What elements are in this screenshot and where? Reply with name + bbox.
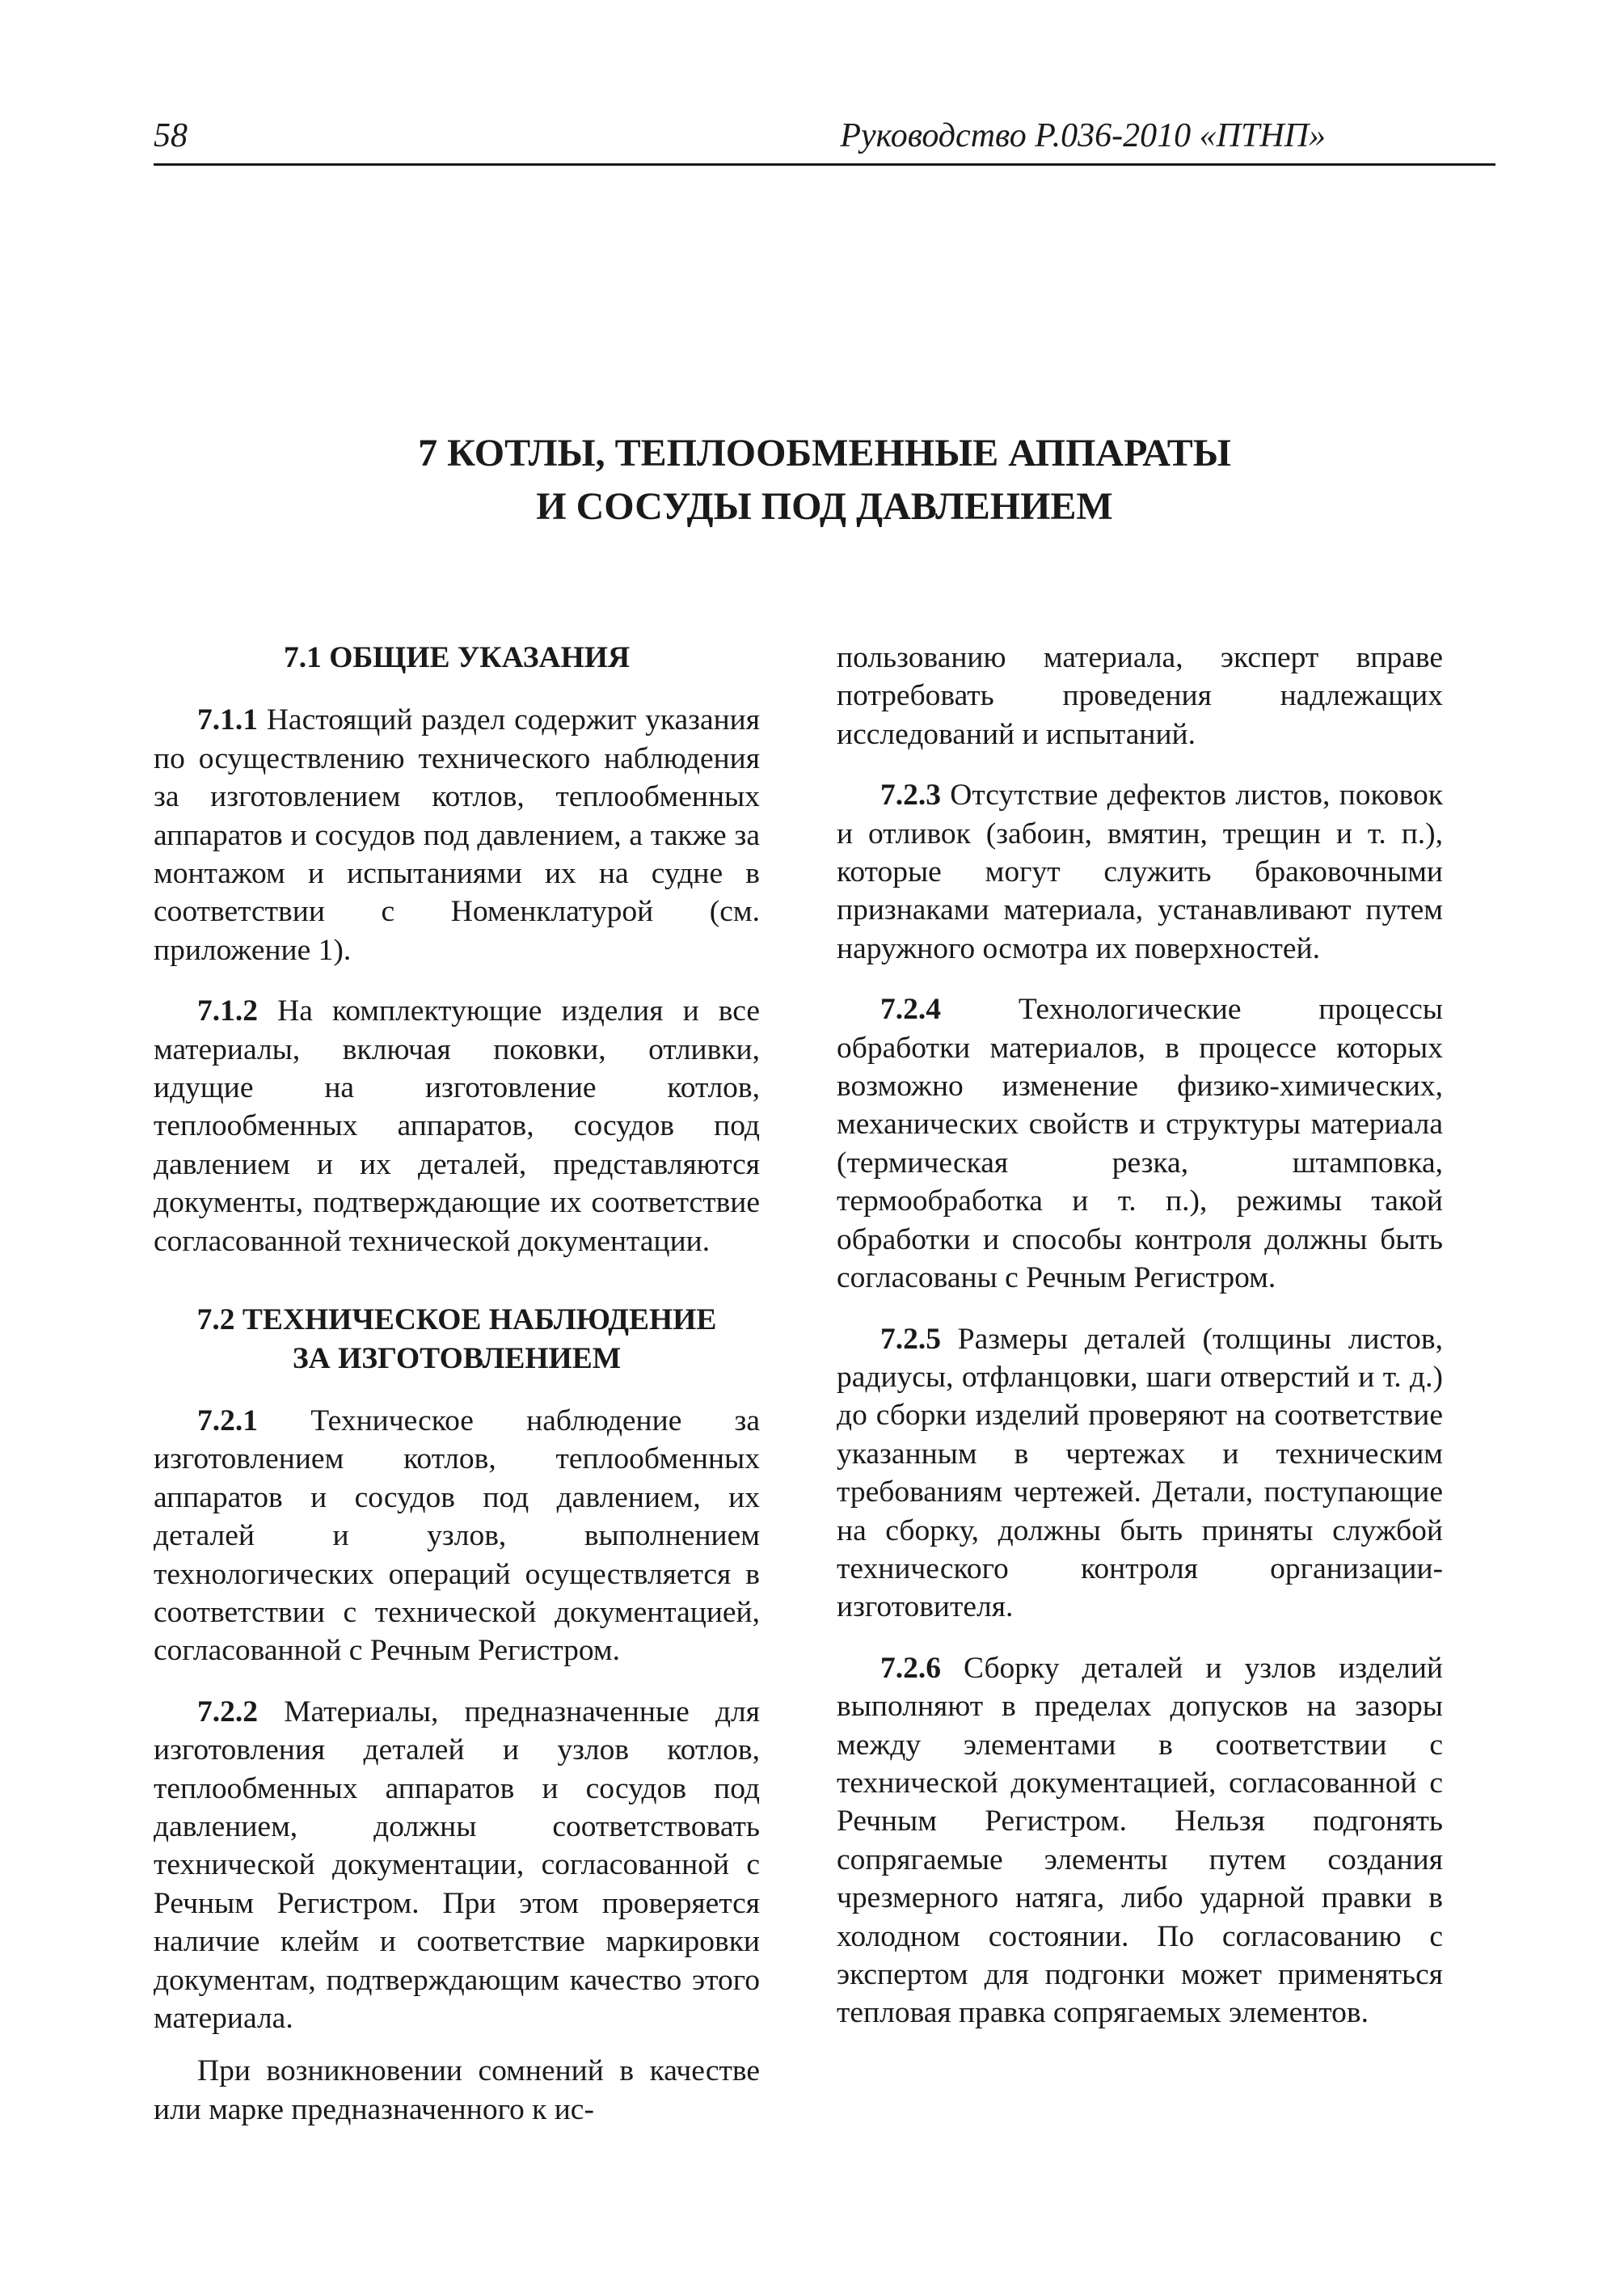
section-heading-7-2 (154, 1301, 760, 1378)
chapter-title-line-2: И СОСУДЫ ПОД ДАВЛЕНИЕМ (536, 485, 1113, 528)
paragraph-7-2-6 (837, 1649, 1443, 2032)
chapter-title (154, 427, 1495, 534)
clause-text: Техническое наблюдение за изготовлением котлов, теплообменных аппаратов и сосудов под давлением, их деталей и узлов, выполнением технологических операций осуществляется в соответствии с технической документацией, согласованной с Речным Регистром. (154, 1403, 760, 1668)
clause-text: Технологические процессы обработки материалов, в процессе которых возможно изменение физико-химических, механических свойств и структуры материала (термическая резка, штамповка, термообработка и т. п.), режимы такой обработки и способы контроля должны быть согласованы с Речным Регистром. (837, 993, 1443, 1295)
paragraph-7-2-3 (837, 776, 1443, 968)
running-header (154, 112, 1495, 166)
clause-text: Материалы, предназначенные для изготовления деталей и узлов котлов, теплообменных аппаратов и сосудов под давлением, должны соответствовать технической документации, согласованной с Речным Регистром. При этом проверяется наличие клейм и соответствие маркировки документам, подтверждающим качество этого материала. (154, 1695, 760, 2035)
clause-number: 7.2.4 (880, 993, 941, 1027)
paragraph-7-2-1 (154, 1402, 760, 1670)
section-heading-7-2-line-1: 7.2 ТЕХНИЧЕСКОЕ НАБЛЮДЕНИЕ (196, 1303, 717, 1337)
paragraph-7-1-1 (154, 701, 760, 969)
clause-number: 7.2.1 (197, 1403, 258, 1437)
paragraph-7-2-4 (837, 990, 1443, 1297)
page-number: 58 (154, 117, 188, 154)
clause-number: 7.2.3 (880, 779, 941, 813)
clause-text: Размеры деталей (толщины листов, радиусы, отфланцовки, шаги отверстий и т. д.) до сборки изделий проверяют на соответствие указанным в чертежах и техническим требованиям чертежей. Детали, поступающие на сборку, должны быть приняты службой технического контроля организации-изготовителя. (837, 1322, 1443, 1624)
clause-text: На комплектующие изделия и все материалы, включая поковки, отливки, идущие на изготовление котлов, теплообменных аппаратов, сосудов под давлением и их деталей, представляются документы, подтверждающие их соответствие согласованной технической документации. (154, 994, 760, 1258)
clause-number: 7.2.2 (197, 1695, 258, 1728)
paragraph-7-2-2-continuation-end: пользованию материала, эксперт вправе потребовать проведения надлежащих исследований и испытаний. (837, 641, 1443, 751)
clause-text: Отсутствие дефектов листов, поковок и отливок (забоин, вмятин, трещин и т. п.), которые могут служить браковочными признаками материала, устанавливают путем наружного осмотра их поверхностей. (837, 779, 1443, 965)
paragraph-7-1-2 (154, 992, 760, 1260)
clause-text: Настоящий раздел содержит указания по осуществлению технического наблюдения за изготовлением котлов, теплообменных аппаратов и сосудов под давлением, а также за монтажом и испытаниями их на судне в соответствии с Номенклатурой (см. приложение 1). (154, 703, 760, 967)
clause-number: 7.2.5 (880, 1322, 941, 1356)
clause-text: Сборку деталей и узлов изделий выполняют в пределах допусков на зазоры между элементами в соответствии с технической документацией, согласованной с Речным Регистром. Нельзя подгонять сопрягаемые элементы путем создания чрезмерного натяга, либо ударной правки в холодном состоянии. По согласованию с экспертом для подгонки может применяться тепловая правка сопрягаемых элементов. (837, 1651, 1443, 2030)
paragraph-7-2-5 (837, 1320, 1443, 1627)
clause-number: 7.1.2 (197, 994, 258, 1028)
clause-number: 7.2.6 (880, 1651, 941, 1685)
left-column (154, 639, 760, 2129)
paragraph-7-2-2 (154, 1693, 760, 2038)
paragraph-7-2-2-continuation-start: При возникновении сомнений в качестве или марке предназначенного к ис- (154, 2054, 760, 2126)
clause-number: 7.1.1 (197, 703, 258, 737)
running-title: Руководство Р.036-2010 «ПТНП» (840, 117, 1326, 154)
section-heading-7-1: 7.1 ОБЩИЕ УКАЗАНИЯ (283, 641, 631, 674)
chapter-title-line-1: 7 КОТЛЫ, ТЕПЛООБМЕННЫЕ АППАРАТЫ (418, 432, 1231, 475)
right-column (837, 639, 1443, 2032)
section-heading-7-2-line-2: ЗА ИЗГОТОВЛЕНИЕМ (292, 1341, 622, 1375)
